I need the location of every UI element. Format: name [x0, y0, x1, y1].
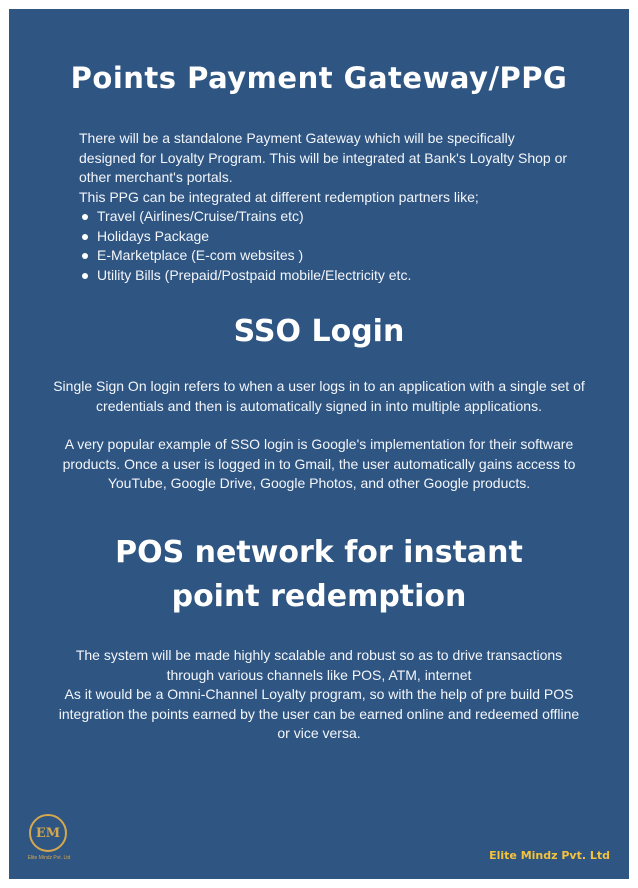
- list-item: E-Marketplace (E-com websites ): [79, 246, 569, 266]
- pos-paragraph: The system will be made highly scalable and robust so as to drive transactions through various channels like POS, ATM, internet: [75, 647, 563, 683]
- pos-heading: [9, 531, 629, 619]
- ppg-paragraph: There will be a standalone Payment Gateway which will be specifically designed for Loyalty Program. This will be integrated at Bank's Loyalty Shop or other merchant's portals.: [79, 130, 568, 185]
- company-logo: [25, 814, 73, 868]
- ppg-heading: Points Payment Gateway/PPG: [70, 61, 568, 95]
- ppg-body: [79, 129, 569, 285]
- logo-caption: Elite Mindz Pvt. Ltd: [27, 855, 71, 861]
- ppg-paragraph: This PPG can be integrated at different redemption partners like;: [79, 188, 479, 205]
- logo-emblem: EM: [29, 814, 67, 852]
- redemption-partner-list: [79, 207, 569, 285]
- sso-heading: SSO Login: [233, 314, 405, 349]
- sso-paragraph: Single Sign On login refers to when a user logs in to an application with a single set of credentials and then is automatically signed in into multiple applications.: [53, 378, 585, 414]
- pos-heading-line: POS network for instant: [115, 535, 523, 570]
- pos-body: [54, 646, 584, 744]
- pos-heading-line: point redemption: [171, 579, 467, 614]
- pos-paragraph: As it would be a Omni-Channel Loyalty program, so with the help of pre build POS integration the points earned by the user can be earned online and redeemed offline or vice versa.: [58, 686, 580, 741]
- list-item: Holidays Package: [79, 227, 569, 247]
- list-item: Utility Bills (Prepaid/Postpaid mobile/Electricity etc.: [79, 266, 569, 286]
- sso-body: [49, 377, 589, 513]
- list-item: Travel (Airlines/Cruise/Trains etc): [79, 207, 569, 227]
- sso-paragraph: A very popular example of SSO login is Google's implementation for their software products. Once a user is logged in to Gmail, the user automatically gains access to YouTube, Google Drive, Google Photos, and other Google products.: [62, 436, 576, 491]
- document-page: [9, 9, 629, 879]
- company-name: Elite Mindz Pvt. Ltd: [489, 849, 610, 862]
